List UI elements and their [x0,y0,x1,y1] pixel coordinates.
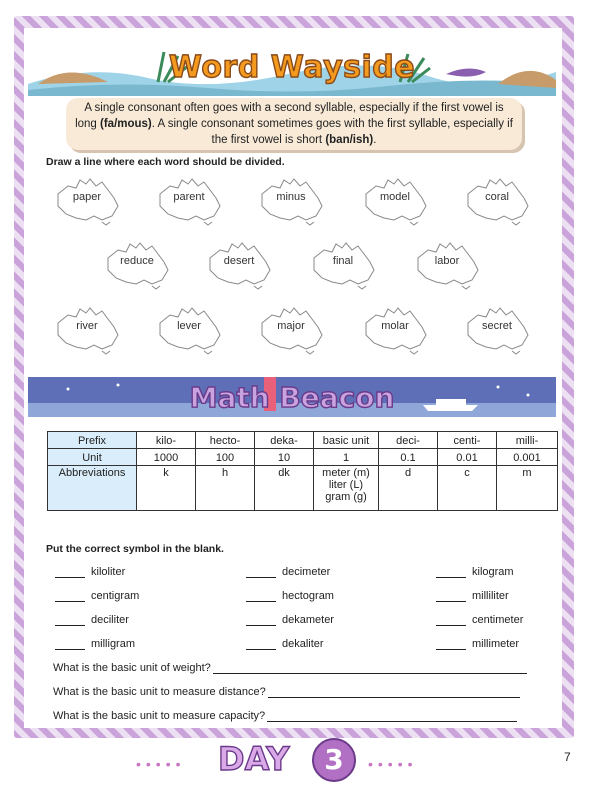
table-cell: 100 [196,449,255,466]
word-outline-item[interactable] [50,176,124,226]
table-cell: deka- [255,432,314,449]
row-header-abbreviations: Abbreviations [48,466,137,511]
symbol-instruction: Put the correct symbol in the blank. [46,543,224,555]
table-cell: milli- [497,432,558,449]
word-label: molar [381,320,409,332]
answer-line[interactable] [213,673,527,674]
unit-name: dekaliter [282,638,324,650]
table-cell: 0.1 [379,449,438,466]
unit-name: millimeter [472,638,520,650]
word-label: labor [434,255,460,267]
table-cell: centi- [438,432,497,449]
word-label: secret [482,320,512,332]
blank-item [246,590,334,602]
word-outline-item[interactable] [358,176,432,226]
table-cell: meter (m) liter (L) gram (g) [314,466,379,511]
table-cell: deci- [379,432,438,449]
word-wayside-title: Word Wayside [168,50,416,85]
question-distance [53,686,520,698]
table-row [48,466,558,511]
symbol-blank[interactable] [246,649,276,650]
table-cell: 0.01 [438,449,497,466]
blank-item [55,566,125,578]
table-row [48,449,558,466]
blank-item [436,566,514,578]
word-label: parent [173,191,205,203]
table-cell: 0.001 [497,449,558,466]
word-outline-item[interactable] [100,240,174,290]
word-label: reduce [120,255,154,267]
row-header-unit: Unit [48,449,137,466]
question-text: What is the basic unit to measure distance? [53,686,266,698]
math-beacon-title: Math Beacon [189,381,395,414]
unit-name: centimeter [472,614,524,626]
symbol-blank[interactable] [436,649,466,650]
blank-item [436,638,519,650]
day-footer [0,740,600,782]
unit-name: decimeter [282,566,331,578]
word-label: desert [223,255,255,267]
day-label: DAY [218,740,290,778]
unit-name: milliliter [472,590,509,602]
table-cell: m [497,466,558,511]
decorative-dots: ••••• [136,756,186,772]
word-label: lever [177,320,201,332]
example-banish: (ban/ish) [325,134,374,146]
word-label: model [380,191,410,203]
symbol-blank[interactable] [246,625,276,626]
decorative-dots: ••••• [368,756,418,772]
unit-name: milligram [91,638,135,650]
question-capacity [53,710,517,722]
symbol-blank[interactable] [436,601,466,602]
unit-name: kiloliter [91,566,126,578]
unit-name: centigram [91,590,140,602]
word-outline-item[interactable] [358,305,432,355]
symbol-blank[interactable] [436,577,466,578]
table-cell: 1000 [137,449,196,466]
blank-item [55,590,139,602]
table-cell: h [196,466,255,511]
word-label: major [277,320,305,332]
unit-name: dekameter [282,614,334,626]
intro-text-3: . [373,134,377,146]
table-cell: dk [255,466,314,511]
table-cell: c [438,466,497,511]
intro-text-2: . A single consonant sometimes goes with the first syllable, especially if the first vowel is short [151,118,513,146]
blank-item [436,590,509,602]
word-outline-item[interactable] [254,305,328,355]
syllable-rule-box [66,98,522,150]
example-famous: (fa/mous) [100,118,152,130]
word-outline-item[interactable] [306,240,380,290]
word-label: minus [276,191,306,203]
symbol-blank[interactable] [55,601,85,602]
word-wayside-banner [28,44,556,96]
intro-text-1: A single consonant often goes with a second syllable, especially if the first vowel is long [75,102,504,130]
word-outline-item[interactable] [152,305,226,355]
page-number: 7 [564,750,571,764]
blank-item [246,614,334,626]
table-cell: k [137,466,196,511]
answer-line[interactable] [268,697,520,698]
blank-item [246,566,330,578]
word-label: river [76,320,98,332]
blank-item [246,638,324,650]
metric-prefix-table [47,431,558,511]
symbol-blank[interactable] [246,577,276,578]
symbol-blank[interactable] [55,649,85,650]
table-cell: kilo- [137,432,196,449]
table-cell: d [379,466,438,511]
table-cell: hecto- [196,432,255,449]
symbol-blank[interactable] [55,625,85,626]
word-outline-item[interactable] [50,305,124,355]
symbol-blank[interactable] [246,601,276,602]
symbol-blank[interactable] [55,577,85,578]
word-label: paper [72,191,102,203]
word-outline-item[interactable] [202,240,276,290]
row-header-prefix: Prefix [48,432,137,449]
table-cell: basic unit [314,432,379,449]
answer-line[interactable] [267,721,517,722]
table-cell: 1 [314,449,379,466]
math-beacon-banner [28,377,556,417]
word-outline-item[interactable] [254,176,328,226]
word-outline-item[interactable] [460,176,534,226]
word-division-instruction: Draw a line where each word should be divided. [46,156,285,168]
word-outline-item[interactable] [152,176,226,226]
unit-name: kilogram [472,566,514,578]
word-outline-item[interactable] [410,240,484,290]
word-label: coral [485,191,509,203]
table-cell: 10 [255,449,314,466]
question-text: What is the basic unit to measure capacity? [53,710,266,722]
word-label: final [332,255,354,267]
unit-name: hectogram [282,590,334,602]
table-row [48,432,558,449]
unit-name: deciliter [91,614,129,626]
question-text: What is the basic unit of weight? [53,662,211,674]
word-outline-item[interactable] [460,305,534,355]
blank-item [55,638,135,650]
symbol-blank[interactable] [436,625,466,626]
question-weight [53,662,527,674]
blank-item [55,614,129,626]
blank-item [436,614,523,626]
day-number: 3 [312,738,356,782]
